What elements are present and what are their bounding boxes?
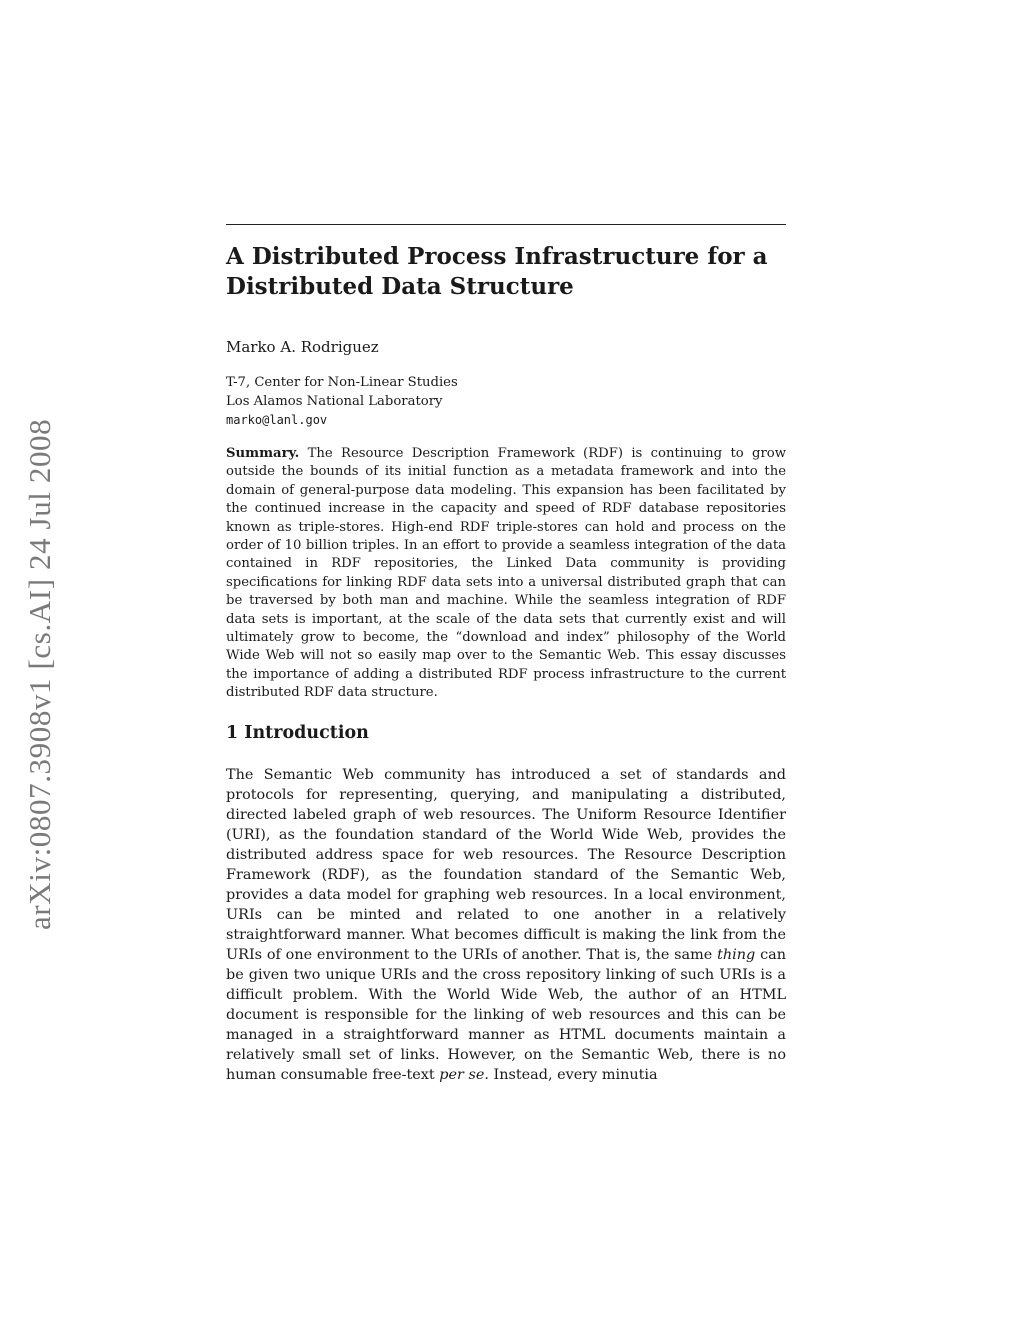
arxiv-identifier-stamp: arXiv:0807.3908v1 [cs.AI] 24 Jul 2008: [22, 418, 57, 930]
author-name: Marko A. Rodriguez: [226, 338, 379, 356]
paper-title: [226, 242, 786, 302]
title-rule: [226, 224, 786, 225]
section-heading-introduction: 1 Introduction: [226, 723, 369, 743]
author-email[interactable]: marko@lanl.gov: [226, 413, 328, 427]
intro-emphasis-per-se: per se.: [439, 1067, 489, 1083]
title-line-1: A Distributed Process Infrastructure for a: [226, 243, 768, 270]
intro-emphasis-thing: thing: [717, 947, 756, 963]
summary-abstract: [226, 445, 786, 703]
summary-label: Summary.: [226, 446, 300, 461]
summary-text: The Resource Description Framework (RDF) is continuing to grow outside the bounds of its initial function as a metadata framework and into the domain of general-purpose data modeling. This expansion has been facilitated by the continued increase in the capacity and speed of RDF database repositories known as triple-stores. High-end RDF triple-stores can hold and process on the order of 10 billion triples. In an effort to provide a seamless integration of the data contained in RDF repositories, the Linked Data community is providing specifications for linking RDF data sets into a universal distributed graph that can be traversed by both man and machine. While the seamless integration of RDF data sets is important, at the scale of the data sets that currently exist and will ultimately grow to become, the “download and index” philosophy of the World Wide Web will not so easily map over to the Semantic Web. This essay discusses the importance of adding a distributed RDF process infrastructure to the current distributed RDF data structure.: [226, 446, 786, 701]
introduction-paragraph: [226, 765, 786, 1085]
intro-text-part-2: can be given two unique URIs and the cross repository linking of such URIs is a difficult problem. With the World Wide Web, the author of an HTML document is responsible for the linking of web resources and this can be managed in a straightforward manner as HTML documents maintain a relatively small set of links. However, on the Semantic Web, there is no human consumable free-text: [226, 947, 787, 1083]
intro-text-part-1: The Semantic Web community has introduced a set of standards and protocols for representing, querying, and manipulating a distributed, directed labeled graph of web resources. The Uniform Resource Identifier (URI), as the foundation standard of the World Wide Web, provides the distributed address space for web resources. The Resource Description Framework (RDF), as the foundation standard of the Semantic Web, provides a data model for graphing web resources. In a local environment, URIs can be minted and related to one another in a relatively straightforward manner. What becomes difficult is making the link from the URIs of one environment to the URIs of another. That is, the same: [226, 767, 786, 963]
intro-text-part-3: Instead, every minutia: [493, 1067, 658, 1083]
affiliation-line-1: T-7, Center for Non-Linear Studies: [226, 375, 458, 390]
affiliation-line-2: Los Alamos National Laboratory: [226, 394, 443, 409]
title-line-2: Distributed Data Structure: [226, 273, 574, 300]
affiliation-block: [226, 373, 458, 430]
